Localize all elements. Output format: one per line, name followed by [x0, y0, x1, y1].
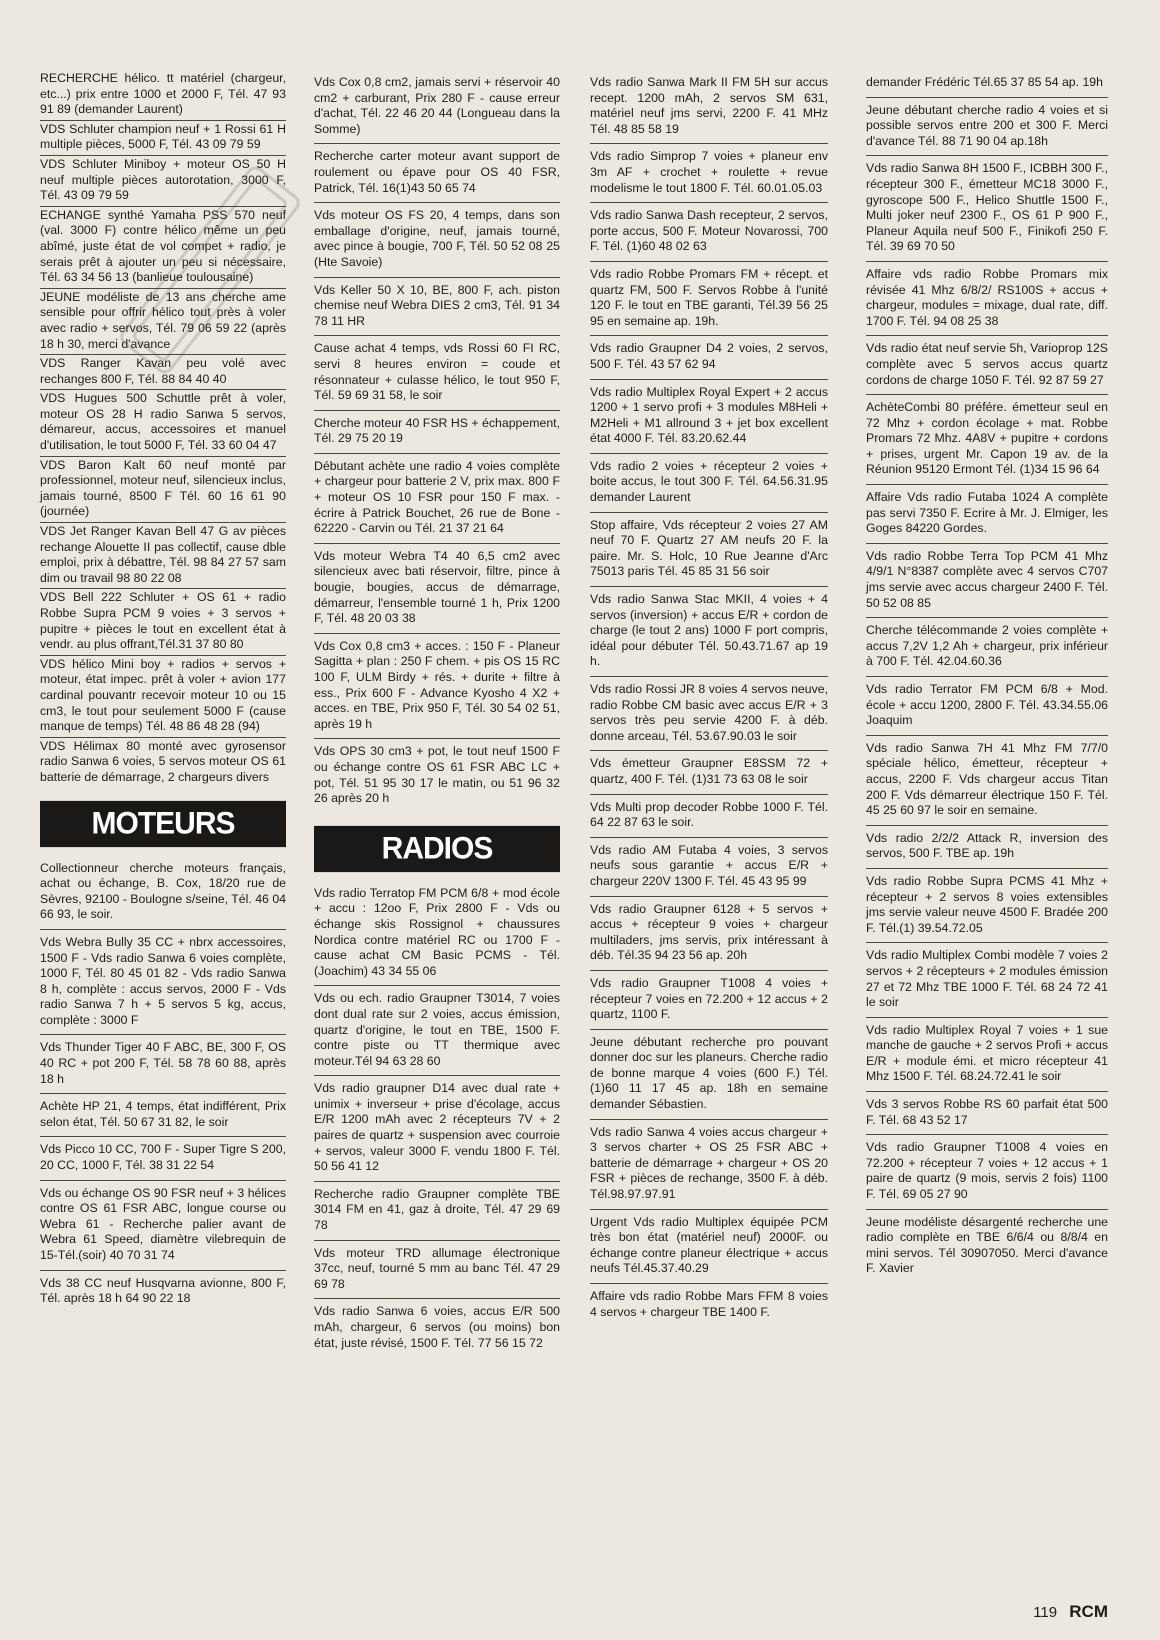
classified-ad: Vds Webra Bully 35 CC + nbrx accessoires, 1500 F - Vds radio Sanwa 6 voies complète, 1000 F, Tél. 80 45 01 82 - Vds radio Sanwa 8 h, complète : accus servos, 2000 F - Vds radio Sanwa 7 h + 5 servos 5 kg, accus, complète : 3000 F — [40, 930, 286, 1036]
classified-ad: Affaire vds radio Robbe Promars mix révisée 41 Mhz 6/8/2/ RS100S + accus + chargeur, modules = mixage, dual rate, diff. 1700 F. Tél. 94 08 25 38 — [866, 262, 1108, 336]
classified-ad: Vds radio Graupner 6128 + 5 servos + accus + récepteur 9 voies + chargeur multiladers, jms servis, prix intéressant à déb. Tél.35 94 23 56 ap. 20h — [590, 897, 828, 971]
page-number: 119 — [1033, 1604, 1058, 1621]
classified-ad: Jeune modéliste désargenté recherche une radio complète en TBE 6/6/4 ou 8/8/4 en mini servos. Tél 30907050. Merci d'avance F. Xavier — [866, 1214, 1108, 1276]
classified-ad: Vds radio Simprop 7 voies + planeur env 3m AF + crochet + roulette + revue modelisme le tout 1800 F. Tél. 60.01.05.03 — [590, 144, 828, 203]
classified-ad: Affaire Vds radio Futaba 1024 A complète pas servi 7350 F. Ecrire à Mr. J. Elmiger, les Goges 84220 Gordes. — [866, 485, 1108, 544]
classified-ad: Vds moteur Webra T4 40 6,5 cm2 avec silencieux avec bati réservoir, filtre, pince à bougie, bougies, accus de démarrage, démarreur, l'ensemble tourné 1 h, Prix 1200 F, Tél. 48 20 03 38 — [314, 544, 560, 634]
classified-ad: RECHERCHE hélico. tt matériel (chargeur, etc...) prix entre 1000 et 2000 F, Tél. 47 93 91 89 (demander Laurent) — [40, 70, 286, 121]
classified-ad: Vds radio Graupner T1008 4 voies + récepteur 7 voies en 72.200 + 12 accus + 2 quartz, 1100 F. — [590, 971, 828, 1030]
classified-ad: Vds ou échange OS 90 FSR neuf + 3 hélices contre OS 61 FSR ABC, longue course ou Webra 61 - Recherche palier avant de Webra 61 Speed, diamètre vilebrequin de 15-Tél.(soir) 40 70 31 74 — [40, 1181, 286, 1271]
column-3 — [590, 70, 828, 1326]
classified-ad: Jeune débutant cherche radio 4 voies et si possible servos entre 200 et 300 F. Merci d'avance Tél. 88 71 90 04 ap.18h — [866, 98, 1108, 157]
classified-ad: Achète HP 21, 4 temps, état indifférent, Prix selon état, Tél. 50 67 31 82, le soir — [40, 1094, 286, 1137]
column-1 — [40, 70, 286, 1313]
classified-ad: VDS Bell 222 Schluter + OS 61 + radio Robbe Supra PCM 9 voies + 3 servos + pupitre + pièces le tout en excellent état à vendr. au plus offrant,Tél.31 37 80 80 — [40, 589, 286, 655]
classified-ad: VDS Hélimax 80 monté avec gyrosensor radio Sanwa 6 voies, 5 servos moteur OS 61 batterie de démarrage, 2 chargeurs divers — [40, 738, 286, 784]
classified-ad: Affaire vds radio Robbe Mars FFM 8 voies 4 servos + chargeur TBE 1400 F. — [590, 1289, 828, 1319]
section-heading-radios: RADIOS — [314, 826, 560, 872]
classified-ad: Vds radio Terratop FM PCM 6/8 + mod école + accu : 12oo F, Prix 2800 F - Vds ou échange skis Rossignol + chaussures Nordica contre matériel RC ou 1700 F - cause achat CM Basic PCMS - Tél. (Joachim) 43 34 55 06 — [314, 881, 560, 987]
classified-ad: Vds radio Graupner D4 2 voies, 2 servos, 500 F. Tél. 43 57 62 94 — [590, 336, 828, 379]
classified-ad: Vds radio Rossi JR 8 voies 4 servos neuve, radio Robbe CM basic avec accus E/R + 3 servos très peu servie 4200 F. à déb. donne arceau, Tél. 53.67.90.03 le soir — [590, 677, 828, 751]
classified-ad: Vds radio Sanwa 8H 1500 F., ICBBH 300 F., récepteur 300 F., émetteur MC18 3000 F., gyroscope 500 F., Helico Shuttle 1500 F., Multi joker neuf 2300 F., OS 61 P 900 F., Planeur Aquila neuf 500 F., Finikofi 250 F. Tél. 39 69 70 50 — [866, 156, 1108, 262]
classified-ad: Vds Thunder Tiger 40 F ABC, BE, 300 F, OS 40 RC + pot 200 F, Tél. 58 78 60 88, après 18 h — [40, 1035, 286, 1094]
classified-ad: Vds radio Multiplex Combi modèle 7 voies 2 servos + 2 récepteurs + 2 modules émission 27 et 72 Mhz TBE 1000 F. Tél. 68 24 72 41 le soir — [866, 943, 1108, 1017]
radio-ads-continued — [590, 70, 828, 1326]
classified-ad: ECHANGE synthé Yamaha PSS 570 neuf (val. 3000 F) contre hélico même un peu abîmé, juste état de vol compet + radio, je serais prêt à ajouter un peu si nécessaire, Tél. 63 34 56 13 (banlieue toulousaine) — [40, 207, 286, 289]
classified-ad: Vds radio Multiplex Royal Expert + 2 accus 1200 + 1 servo profi + 3 modules M8Heli + M2Heli + M1 allround 3 + jet box excellent état 4000 F. Tél. 83.20.62.44 — [590, 380, 828, 454]
classified-ad: demander Frédéric Tél.65 37 85 54 ap. 19h — [866, 70, 1108, 98]
classified-ad: Vds radio état neuf servie 5h, Varioprop 12S complète avec 5 servos accus quartz cordons de charge 1050 F. Tél. 92 87 59 27 — [866, 336, 1108, 395]
classified-ad: VDS hélico Mini boy + radios + servos + moteur, état impec. prêt à voler + avion 177 cardinal pouvantr recevoir moteur 10 ou 15 cm3, le tout pour seulement 5000 F (cause manque de temps) Tél. 48 86 48 28 (94) — [40, 656, 286, 738]
classified-ad: Vds 3 servos Robbe RS 60 parfait état 500 F. Tél. 68 43 52 17 — [866, 1092, 1108, 1135]
engine-ads-continued — [314, 70, 560, 813]
classified-ad: Vds Multi prop decoder Robbe 1000 F. Tél. 64 22 87 63 le soir. — [590, 795, 828, 838]
classified-ad: Vds radio Sanwa Mark II FM 5H sur accus recept. 1200 mAh, 2 servos SM 631, matériel neuf jms servi, 2200 F. 41 MHz Tél. 48 85 58 19 — [590, 70, 828, 144]
classified-ad: VDS Ranger Kavan peu volé avec rechanges 800 F, Tél. 88 84 40 40 — [40, 355, 286, 390]
classified-ad: Vds radio Robbe Supra PCMS 41 Mhz + récepteur + 2 servos 8 voies extensibles jms servie valeur neuve 4500 F. Bradée 200 F. Tél.(1) 39.54.72.05 — [866, 869, 1108, 943]
classified-ad: Vds radio 2/2/2 Attack R, inversion des servos, 500 F. TBE ap. 19h — [866, 826, 1108, 869]
column-4 — [866, 70, 1108, 1283]
classified-ad: Débutant achète une radio 4 voies complète + chargeur pour batterie 2 V, prix max. 800 F + moteur OS 10 FSR pour 150 F max. - écrire à Patrick Bouchet, 26 rue de Bone - 62220 - Carvin ou Tél. 21 37 21 64 — [314, 454, 560, 544]
classified-ad: Vds ou ech. radio Graupner T3014, 7 voies dont dual rate sur 2 voies, accus émission, quartz d'origine, le tout en TBE, 1500 F. contre piste ou TT thermique avec moteur.Tél 94 63 28 60 — [314, 986, 560, 1076]
classified-ad: VDS Jet Ranger Kavan Bell 47 G av pièces rechange Alouette II pas collectif, cause dble emploi, prix à débattre, Tél. 98 84 27 57 sam dim ou travail 98 80 22 08 — [40, 523, 286, 589]
classified-ad: Vds Cox 0,8 cm2, jamais servi + réservoir 40 cm2 + carburant, Prix 280 F - cause erreur d'achat, Tél. 22 46 20 44 (Longueau dans la Somme) — [314, 70, 560, 144]
classified-ad: Vds radio Sanwa 6 voies, accus E/R 500 mAh, chargeur, 6 servos (ou moins) bon état, juste révisé, 1500 F. Tél. 77 56 15 72 — [314, 1304, 560, 1350]
magazine-brand: RCM — [1069, 1602, 1108, 1621]
classified-ad: Vds radio Graupner T1008 4 voies en 72.200 + récepteur 7 voies + 12 accus + 1 paire de quartz (9 mois, servis 2 fois) 1100 F. Tél. 69 05 27 90 — [866, 1135, 1108, 1209]
classified-ad: Vds moteur TRD allumage électronique 37cc, neuf, tourné 5 mm au banc Tél. 47 29 69 78 — [314, 1241, 560, 1300]
classified-ad: Recherche carter moteur avant support de roulement ou épave pour OS 40 FSR, Patrick, Tél. 16(1)43 50 65 74 — [314, 144, 560, 203]
classified-ad: VDS Schluter champion neuf + 1 Rossi 61 H multiple pièces, 5000 F, Tél. 43 09 79 59 — [40, 121, 286, 156]
classified-ad: Vds émetteur Graupner E8SSM 72 + quartz, 400 F. Tél. (1)31 73 63 08 le soir — [590, 751, 828, 794]
classified-ad: Vds radio AM Futaba 4 voies, 3 servos neufs sous garantie + accus E/R + chargeur 220V 1300 F. Tél. 45 43 95 99 — [590, 838, 828, 897]
classified-ad: Vds radio Terrator FM PCM 6/8 + Mod. école + accu 1200, 2800 F. Tél. 43.34.55.06 Joaquim — [866, 677, 1108, 736]
classified-ad: JEUNE modéliste de 13 ans cherche ame sensible pour offrir hélico tout près à voler avec radio + servos, Tél. 79 06 59 22 (après 18 h 30, merci d'avance — [40, 289, 286, 355]
classified-ad: Vds radio Sanwa 4 voies accus chargeur + 3 servos charter + OS 25 FSR ABC + batterie de démarrage + chargeur + OS 20 FSR + pièces de rechange, 3500 F. à déb. Tél.98.97.97.91 — [590, 1120, 828, 1210]
classified-ad: Cherche télécommande 2 voies complète + accus 7,2V 1,2 Ah + chargeur, prix inférieur à 700 F. Tél. 42.04.60.36 — [866, 618, 1108, 677]
classified-ad: Urgent Vds radio Multiplex équipée PCM très bon état (matériel neuf) 2000F. ou échange contre planeur électrique + accus neufs Tél.45.37.40.29 — [590, 1210, 828, 1284]
radio-ads-continued-2 — [866, 70, 1108, 1283]
classified-ad: Cause achat 4 temps, vds Rossi 60 FI RC, servi 8 heures environ = coude et résonnateur + culasse hélico, le tout 950 F, Tél. 59 69 31 58, le soir — [314, 336, 560, 410]
classified-ad: Vds radio Sanwa Stac MKII, 4 voies + 4 servos (inversion) + accus E/R + cordon de charge (le tout 2 ans) 1000 F port compris, idéal pour débuter Tél. 50.43.71.67 ap 19 h. — [590, 587, 828, 677]
classified-ad: VDS Schluter Miniboy + moteur OS 50 H neuf multiple pièces autorotation, 3000 F, Tél. 43 09 79 59 — [40, 156, 286, 207]
classified-ad: Cherche moteur 40 FSR HS + échappement, Tél. 29 75 20 19 — [314, 411, 560, 454]
classified-ad: Vds radio Multiplex Royal 7 voies + 1 sue manche de gauche + 2 servos Profi + accus E/R + module émi. et micro récepteur 41 Mhz 1500 F. Tél. 68.24.72.41 le soir — [866, 1018, 1108, 1092]
classified-ad: Stop affaire, Vds récepteur 2 voies 27 AM neuf 70 F. Quartz 27 AM neufs 20 F. la paire. Mr. S. Holc, 10 Rue Jeanne d'Arc 75013 paris Tél. 45 85 31 56 soir — [590, 513, 828, 587]
radio-ads — [314, 881, 560, 1357]
classified-ad: Vds Keller 50 X 10, BE, 800 F, ach. piston chemise neuf Webra DIES 2 cm3, Tél. 91 34 78 11 HR — [314, 278, 560, 337]
classified-ad: Vds radio Robbe Promars FM + récept. et quartz FM, 500 F. Servos Robbe à l'unité 120 F. le tout en TBE garanti, Tél.39 56 25 95 en semaine ap. 19h. — [590, 262, 828, 336]
classified-ad: AchèteCombi 80 préfére. émetteur seul en 72 Mhz + cordon écolage + mat. Robbe Promars 72 Mhz. 4A8V + pupitre + cordons + prises, urgent Mr. Capon 19 av. de la Réunion 95120 Ermont Tél. (1)34 15 96 64 — [866, 395, 1108, 485]
classified-ad: VDS Baron Kalt 60 neuf monté par professionnel, moteur neuf, silencieux inclus, jamais tourné, 8500 F Tél. 60 16 61 90 (journée) — [40, 457, 286, 523]
helicopter-ads — [40, 70, 286, 788]
classified-ad: Vds radio 2 voies + récepteur 2 voies + boite accus, le tout 300 F. Tél. 64.56.31.95 demander Laurent — [590, 454, 828, 513]
engine-ads — [40, 856, 286, 1313]
classified-ad: Vds radio graupner D14 avec dual rate + unimix + inverseur + prise d'écolage, accus E/R 1200 mAh avec 2 récepteurs 7V + 2 paires de quartz + suspension avec courroie + servos, valeur 3000 F. vendu 1800 F. Tél. 50 56 41 12 — [314, 1076, 560, 1182]
classified-ad: Recherche radio Graupner complète TBE 3014 FM en 41, gaz à droite, Tél. 47 29 69 78 — [314, 1182, 560, 1241]
section-heading-moteurs: MOTEURS — [40, 800, 286, 846]
classified-ad: Vds radio Sanwa 7H 41 Mhz FM 7/7/0 spéciale hélico, émetteur, récepteur + accus, 2200 F. Vds chargeur accus Titan 200 F. Vds démarreur électrique 150 F. Tél. 45 25 60 97 le soir en semaine. — [866, 736, 1108, 826]
classified-ad: Vds moteur OS FS 20, 4 temps, dans son emballage d'origine, neuf, jamais tourné, avec pince à bougie, 700 F, Tél. 50 52 08 25 (Hte Savoie) — [314, 203, 560, 277]
classified-ad: Vds radio Sanwa Dash recepteur, 2 servos, porte accus, 500 F. Moteur Novarossi, 700 F. Tél. (1)60 48 02 63 — [590, 203, 828, 262]
classified-ad: Vds Cox 0,8 cm3 + acces. : 150 F - Planeur Sagitta + plan : 250 F chem. + pis OS 15 RC 100 F, ULM Birdy + rés. + durite + filtre à ess., Prix 600 F - Advance Kyosho 4 X2 + acces. en TBE, Prix 950 F, Tél. 30 54 02 51, après 19 h — [314, 634, 560, 740]
classified-ad: VDS Hugues 500 Schuttle prêt à voler, moteur OS 28 H radio Sanwa 5 servos, démareur, accus, accessoires et manuel d'utilisation, le tout 5000 F, Tél. 33 60 04 47 — [40, 390, 286, 456]
page-footer — [1033, 1602, 1108, 1622]
classified-ad: Vds Picco 10 CC, 700 F - Super Tigre S 200, 20 CC, 1000 F, Tél. 38 31 22 54 — [40, 1137, 286, 1180]
classified-ad: Vds 38 CC neuf Husqvarna avionne, 800 F, Tél. après 18 h 64 90 22 18 — [40, 1275, 286, 1306]
column-2 — [314, 70, 560, 1357]
classified-ad: Collectionneur cherche moteurs français, achat ou échange, B. Cox, 18/20 rue de Sèvres, 92100 - Boulogne s/seine, Tél. 46 04 66 93, le soir. — [40, 856, 286, 930]
classified-ad: Vds radio Robbe Terra Top PCM 41 Mhz 4/9/1 N°8387 complète avec 4 servos C707 jms servie avec accus chargeur 2400 F. Tél. 50 52 08 85 — [866, 544, 1108, 618]
classified-ad: Vds OPS 30 cm3 + pot, le tout neuf 1500 F ou échange contre OS 61 FSR ABC LC + pot, Tél. 51 95 30 17 le matin, ou 51 96 32 26 après 20 h — [314, 744, 560, 806]
classified-ad: Jeune débutant recherche pro pouvant donner doc sur les planeurs. Cherche radio de bonne marque 4 voies (600 F.) Tél. (1)60 11 17 45 ap. 18h en semaine demander Sébastien. — [590, 1030, 828, 1120]
